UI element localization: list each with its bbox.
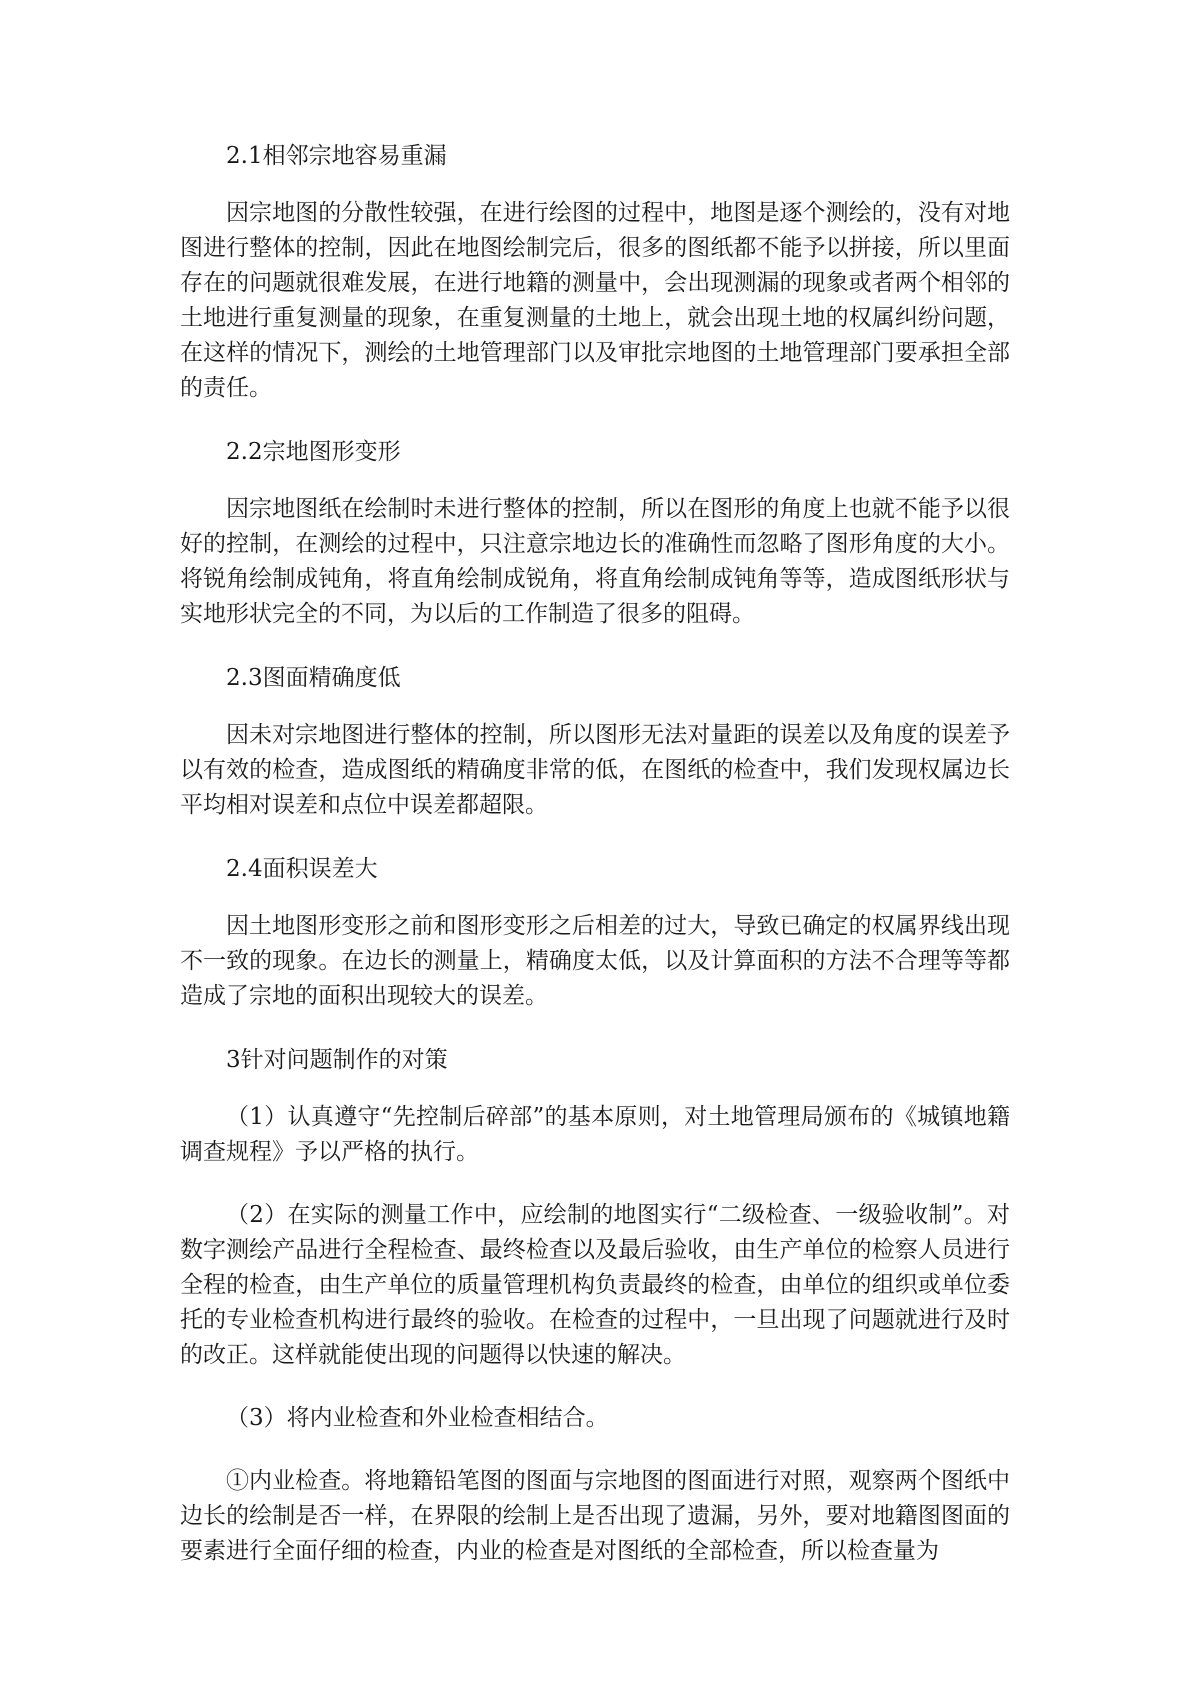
section-paragraph-2-1: 因宗地图的分散性较强，在进行绘图的过程中，地图是逐个测绘的，没有对地图进行整体的控制，因此在地图绘制完后，很多的图纸都不能予以拼接，所以里面存在的问题就很难发展，在进行地籍的测量中，会出现测漏的现象或者两个相邻的土地进行重复测量的现象，在重复测量的土地上，就会出现土地的权属纠纷问题，在这样的情况下，测绘的土地管理部门以及审批宗地图的土地管理部门要承担全部的责任。 bbox=[180, 200, 1010, 401]
section-paragraph-2-3: 因未对宗地图进行整体的控制，所以图形无法对量距的误差以及角度的误差予以有效的检查，造成图纸的精确度非常的低，在图纸的检查中，我们发现权属边长平均相对误差和点位中误差都超限。 bbox=[180, 722, 1010, 818]
countermeasure-item-3: （3）将内业检查和外业检查相结合。 bbox=[226, 1405, 609, 1431]
countermeasure-subitem-1: ①内业检查。将地籍铅笔图的图面与宗地图的图面进行对照，观察两个图纸中边长的绘制是否一样，在界限的绘制上是否出现了遗漏，另外，要对地籍图图面的要素进行全面仔细的检查，内业的检查是对图纸的全部检查，所以检查量为 bbox=[180, 1468, 1010, 1564]
document-page bbox=[180, 138, 1010, 1569]
section-heading-3: 3针对问题制作的对策 bbox=[226, 1047, 448, 1073]
countermeasure-item-2: （2）在实际的测量工作中，应绘制的地图实行“二级检查、一级验收制”。对数字测绘产品进行全程检查、最终检查以及最后验收，由生产单位的检察人员进行全程的检查，由生产单位的质量管理机构负责最终的检查，由单位的组织或单位委托的专业检查机构进行最终的验收。在检查的过程中，一旦出现了问题就进行及时的改正。这样就能使出现的问题得以快速的解决。 bbox=[180, 1202, 1010, 1368]
section-paragraph-2-4: 因土地图形变形之前和图形变形之后相差的过大，导致已确定的权属界线出现不一致的现象。在边长的测量上，精确度太低，以及计算面积的方法不合理等等都造成了宗地的面积出现较大的误差。 bbox=[180, 913, 1010, 1009]
section-paragraph-2-2: 因宗地图纸在绘制时未进行整体的控制，所以在图形的角度上也就不能予以很好的控制，在测绘的过程中，只注意宗地边长的准确性而忽略了图形角度的大小。将锐角绘制成钝角，将直角绘制成锐角，将直角绘制成钝角等等，造成图纸形状与实地形状完全的不同，为以后的工作制造了很多的阻碍。 bbox=[180, 496, 1010, 627]
countermeasure-item-1: （1）认真遵守“先控制后碎部”的基本原则，对土地管理局颁布的《城镇地籍调查规程》予以严格的执行。 bbox=[180, 1104, 1010, 1165]
section-heading-2-4: 2.4面积误差大 bbox=[226, 856, 378, 882]
section-heading-2-2: 2.2宗地图形变形 bbox=[226, 439, 401, 465]
section-heading-2-1: 2.1相邻宗地容易重漏 bbox=[226, 143, 447, 169]
section-heading-2-3: 2.3图面精确度低 bbox=[226, 665, 401, 691]
